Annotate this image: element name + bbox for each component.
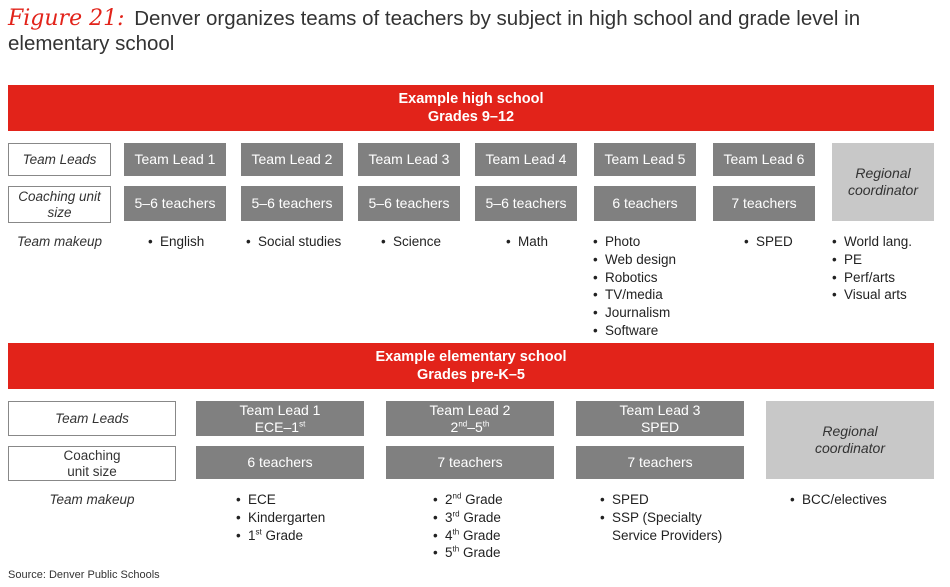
list-item-text: 5 xyxy=(445,545,453,561)
es-team-lead-3-line2: SPED xyxy=(640,418,680,435)
high-school-heading: Example high school xyxy=(398,91,544,107)
es-coaching-size-3: 7 teachers xyxy=(576,446,744,479)
list-item-text: Journalism xyxy=(605,305,671,321)
list-item: • 1st Grade xyxy=(236,527,304,543)
hs-coaching-size-5: 6 teachers xyxy=(594,186,696,221)
hs-team-lead-4: Team Lead 4 xyxy=(475,143,577,176)
hs-regional-coordinator xyxy=(832,143,934,221)
figure-label: Figure 21: xyxy=(8,6,125,31)
es-coaching-size-2: 7 teachers xyxy=(386,446,554,479)
es-makeup-1 xyxy=(236,491,325,544)
list-item: • 3rd Grade xyxy=(433,509,501,525)
es-team-lead-2-grade-end: –5 xyxy=(467,418,483,435)
es-makeup-2 xyxy=(433,491,503,562)
superscript: st xyxy=(255,527,262,537)
high-school-banner xyxy=(8,85,934,131)
list-item-text: TV/media xyxy=(605,287,663,303)
list-item: • SPED xyxy=(600,492,649,507)
es-regional-line2: coordinator xyxy=(814,440,886,456)
superscript: th xyxy=(482,418,490,428)
list-item-text: Science xyxy=(393,234,442,249)
hs-team-lead-2: Team Lead 2 xyxy=(241,143,343,176)
es-team-makeup-label: Team makeup xyxy=(49,492,135,507)
list-item-text: Web design xyxy=(605,251,677,267)
list-item-text: Perf/arts xyxy=(844,269,896,285)
list-item-text: SPED xyxy=(756,234,793,249)
hs-team-leads-label xyxy=(8,143,111,176)
list-item: • PE xyxy=(832,251,863,267)
list-item: • Web design xyxy=(593,251,677,267)
list-item: • TV/media xyxy=(593,287,663,303)
list-item-text: Kindergarten xyxy=(248,509,326,525)
list-item-text: Grade xyxy=(459,509,501,525)
es-makeup-regional xyxy=(790,491,887,509)
superscript: th xyxy=(452,527,460,537)
hs-team-lead-6: Team Lead 6 xyxy=(713,143,815,176)
es-coaching-size-label xyxy=(8,446,176,481)
es-coaching-size-1: 6 teachers xyxy=(196,446,364,479)
hs-coaching-size-label xyxy=(8,186,111,223)
list-item: • World lang. xyxy=(832,234,913,249)
list-item-text: SPED xyxy=(612,492,649,507)
es-team-lead-1-grades: ECE–1 xyxy=(254,418,300,435)
list-item-text: Visual arts xyxy=(844,287,907,303)
list-item: • Robotics xyxy=(593,269,658,285)
hs-makeup-1 xyxy=(148,233,204,251)
list-item-text: Grade xyxy=(459,527,501,543)
hs-makeup-2 xyxy=(246,233,341,251)
list-item: • Visual arts xyxy=(832,287,907,303)
superscript: rd xyxy=(452,509,460,519)
list-item-text: 1 xyxy=(248,527,256,543)
es-team-leads-label xyxy=(8,401,176,436)
es-team-lead-2-grade-start: 2 xyxy=(450,418,459,435)
hs-coaching-size-2: 5–6 teachers xyxy=(241,186,343,221)
elementary-banner xyxy=(8,343,934,389)
list-item: • Photo xyxy=(593,234,641,249)
list-item-text: Service Providers) xyxy=(612,527,723,543)
list-item-text: English xyxy=(160,234,205,249)
list-item: • Journalism xyxy=(593,305,671,321)
list-item-text: Photo xyxy=(605,234,641,249)
list-item-text: ECE xyxy=(248,492,276,507)
hs-regional-line1: Regional xyxy=(855,165,911,181)
superscript: nd xyxy=(452,491,462,501)
list-item: • 5th Grade xyxy=(433,544,501,561)
superscript: st xyxy=(299,418,306,428)
es-team-leads-label-text: Team Leads xyxy=(55,410,129,426)
es-team-lead-2-line1: Team Lead 2 xyxy=(429,401,511,418)
list-item-text: 4 xyxy=(445,527,453,543)
list-item: • SPED xyxy=(744,234,793,249)
figure-title xyxy=(8,6,944,56)
list-item: • Software xyxy=(593,322,659,338)
hs-team-leads-label-text: Team Leads xyxy=(22,151,97,167)
list-item-text: Software xyxy=(605,322,659,338)
es-regional-coordinator xyxy=(766,401,934,479)
hs-makeup-3 xyxy=(381,233,441,251)
hs-team-lead-1: Team Lead 1 xyxy=(124,143,226,176)
hs-coaching-size-4: 5–6 teachers xyxy=(475,186,577,221)
es-team-lead-2 xyxy=(386,401,554,436)
es-team-lead-1 xyxy=(196,401,364,436)
list-item: • Math xyxy=(506,234,549,249)
list-item: • Science xyxy=(381,234,442,249)
list-item-text: Robotics xyxy=(605,269,658,285)
figure-title-text: Denver organizes teams of teachers by subject in high school and grade level in elementary school xyxy=(8,7,861,55)
hs-makeup-4 xyxy=(506,233,548,251)
hs-makeup-6 xyxy=(744,233,793,251)
es-team-lead-1-line2 xyxy=(255,419,306,436)
list-item-text: Math xyxy=(518,234,549,249)
hs-coaching-size-3: 5–6 teachers xyxy=(358,186,460,221)
list-item: • SSP (Specialty xyxy=(600,509,702,525)
source-note: Source: Denver Public Schools xyxy=(8,569,160,581)
list-item: • English xyxy=(148,234,205,249)
list-item: • Kindergarten xyxy=(236,509,326,525)
list-item-text: PE xyxy=(844,251,863,267)
list-item-text: BCC/electives xyxy=(802,492,887,507)
hs-team-lead-3: Team Lead 3 xyxy=(358,143,460,176)
list-item-text: Grade xyxy=(461,492,503,507)
list-item xyxy=(600,527,722,545)
list-item-text: Social studies xyxy=(258,234,342,249)
es-team-lead-3 xyxy=(576,401,744,436)
hs-coaching-size-label-text: Coaching unit size xyxy=(18,188,101,220)
es-makeup-3 xyxy=(600,491,722,544)
list-item-text: Grade xyxy=(459,545,501,561)
elementary-heading: Example elementary school xyxy=(375,349,567,365)
es-regional-line1: Regional xyxy=(822,423,878,439)
hs-team-makeup-label: Team makeup xyxy=(16,234,103,249)
list-item: • 4th Grade xyxy=(433,527,501,543)
elementary-grades: Grades pre-K–5 xyxy=(417,367,525,383)
hs-makeup-5 xyxy=(593,233,676,340)
superscript: th xyxy=(452,544,460,554)
high-school-grades: Grades 9–12 xyxy=(427,109,515,125)
list-item-text: SSP (Specialty xyxy=(612,509,702,525)
list-item: • BCC/electives xyxy=(790,492,887,507)
hs-team-lead-5: Team Lead 5 xyxy=(594,143,696,176)
es-team-lead-3-line1: Team Lead 3 xyxy=(619,401,701,418)
list-item-text: 2 xyxy=(445,492,453,507)
list-item: • 2nd Grade xyxy=(433,491,503,507)
list-item: • Social studies xyxy=(246,234,342,249)
list-item: • Perf/arts xyxy=(832,269,896,285)
hs-coaching-size-6: 7 teachers xyxy=(713,186,815,221)
list-item-text: 3 xyxy=(445,509,453,525)
es-coaching-size-label-text: Coaching unit size xyxy=(63,447,121,479)
list-item-text: Grade xyxy=(261,527,304,543)
list-item-text: World lang. xyxy=(844,234,913,249)
superscript: nd xyxy=(458,418,468,428)
list-item: • ECE xyxy=(236,492,276,507)
hs-coaching-size-1: 5–6 teachers xyxy=(124,186,226,221)
es-team-lead-2-line2 xyxy=(451,419,490,436)
hs-makeup-regional xyxy=(832,233,912,304)
hs-regional-line2: coordinator xyxy=(847,182,919,198)
es-team-lead-1-line1: Team Lead 1 xyxy=(239,401,321,418)
